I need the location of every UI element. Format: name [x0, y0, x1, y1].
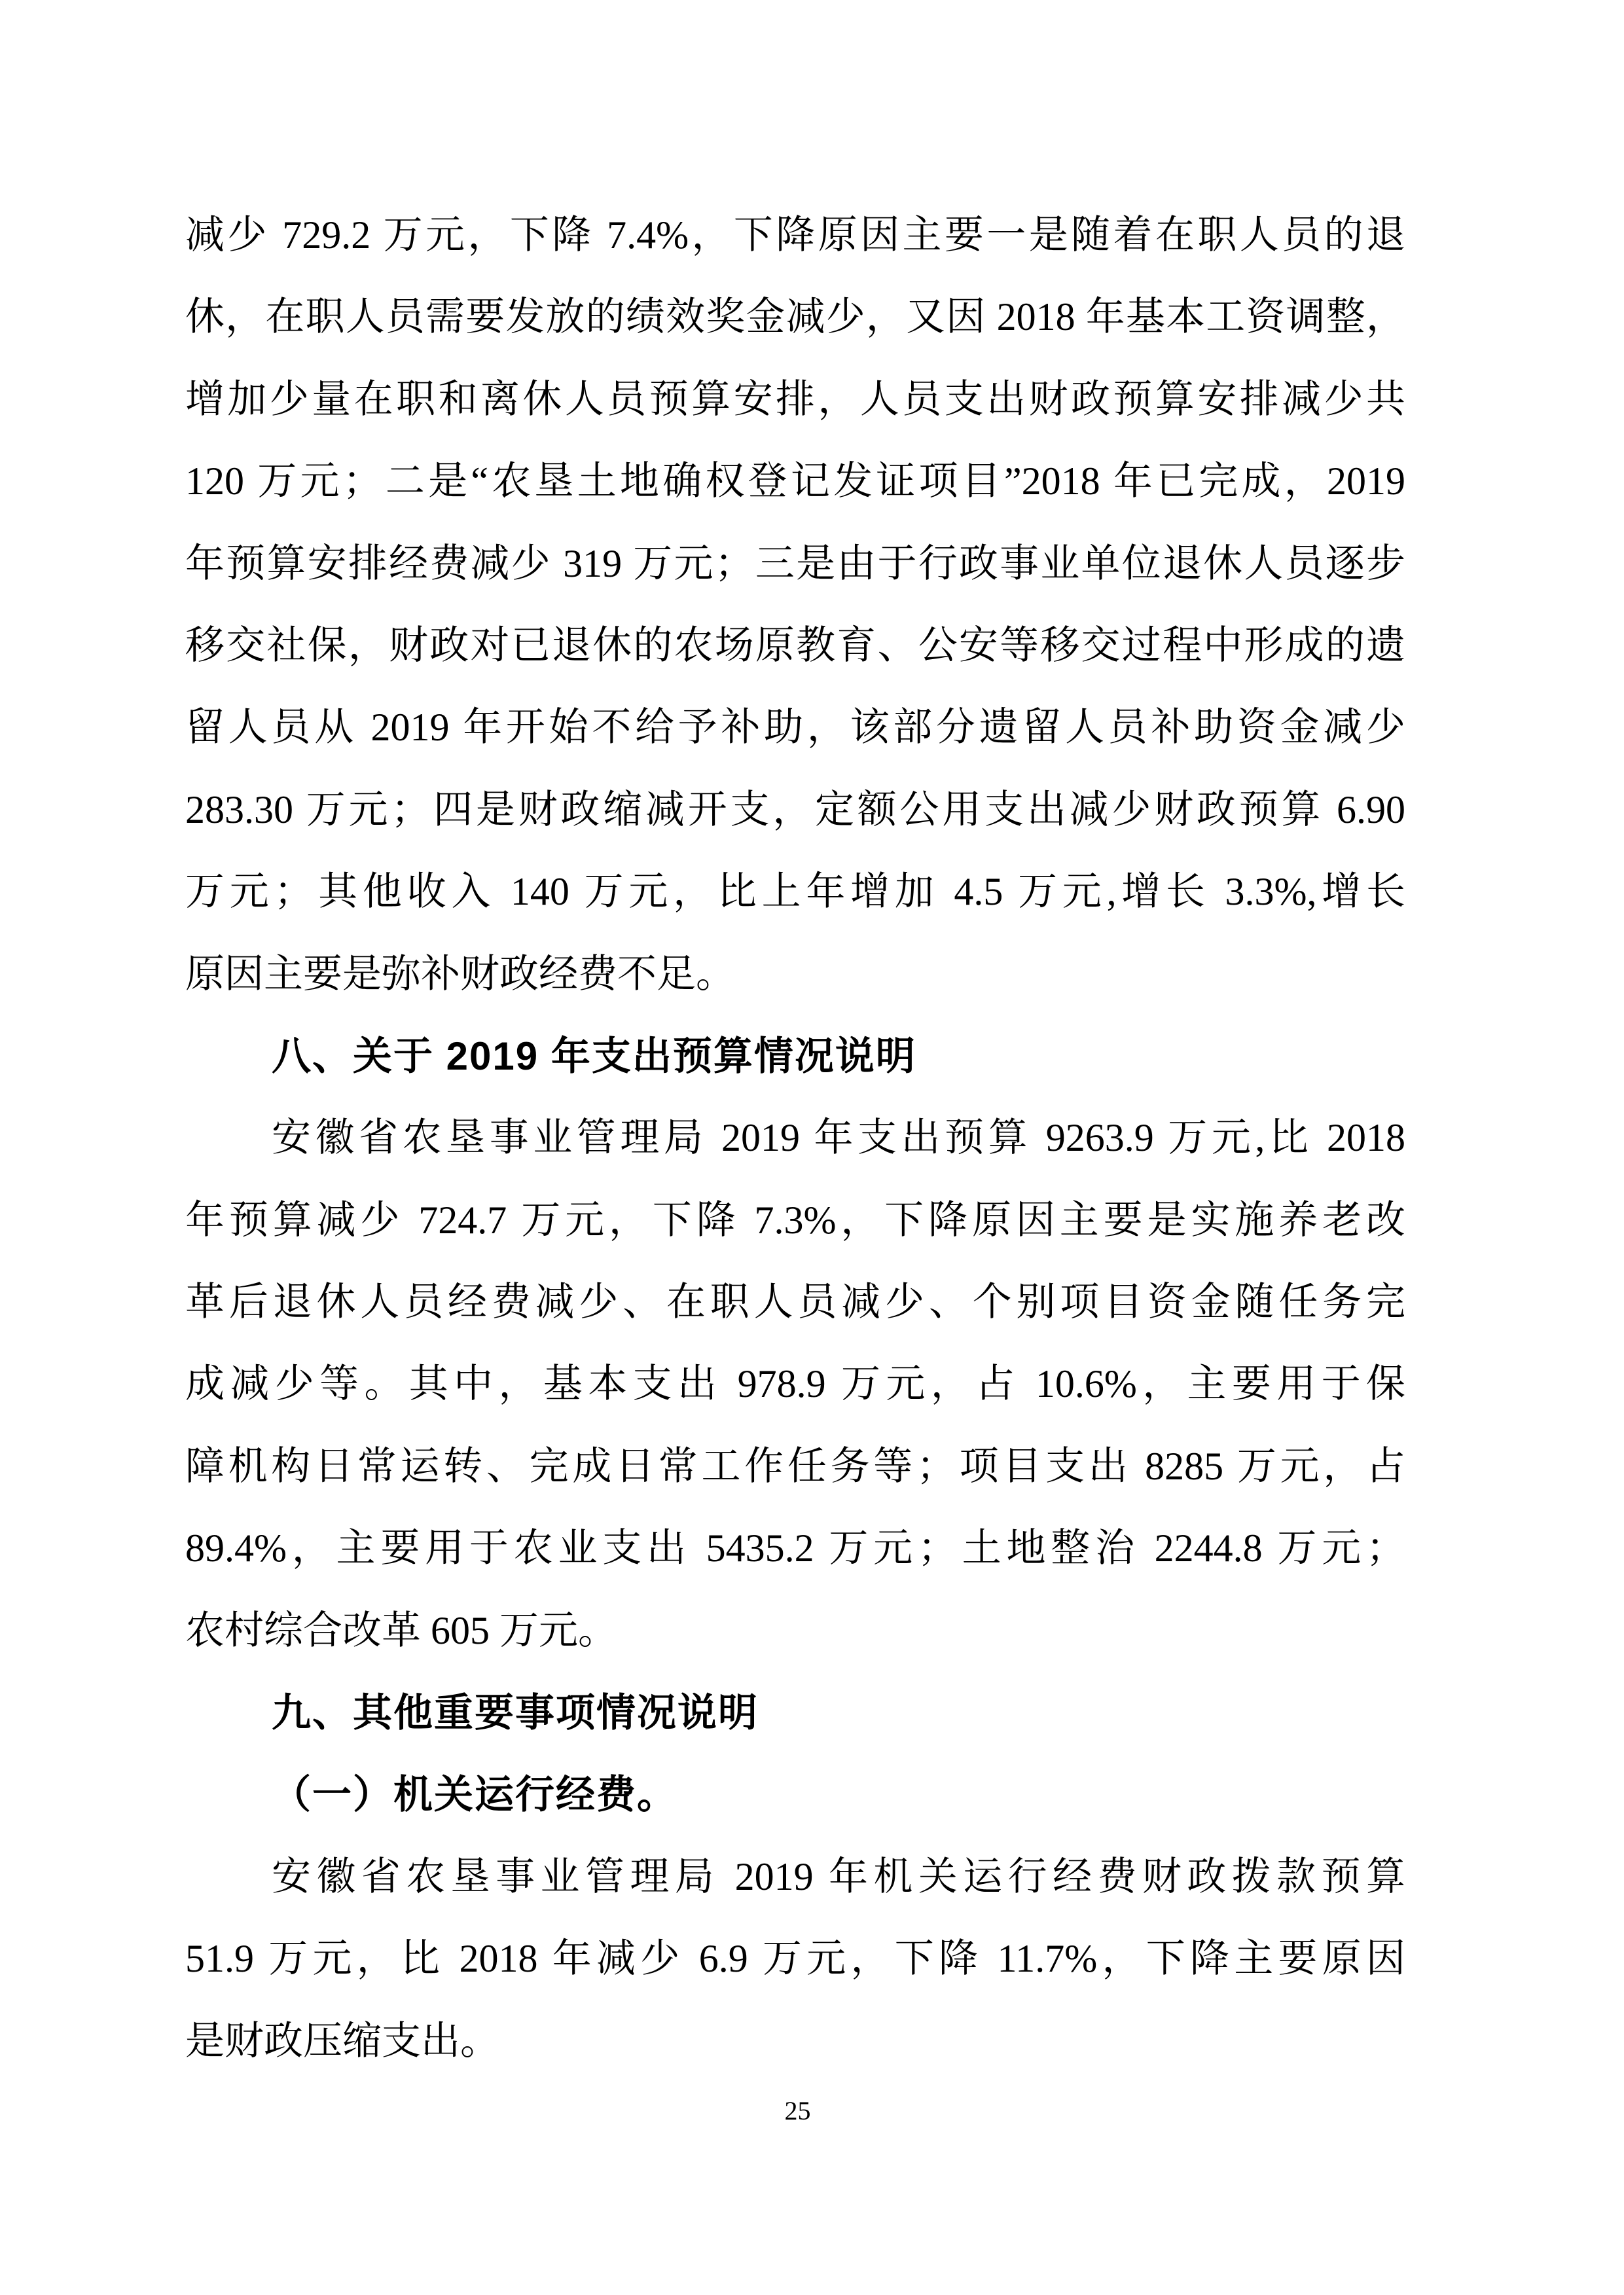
- text-line: 减少 729.2 万元，下降 7.4%，下降原因主要一是随着在职人员的退: [185, 213, 1405, 257]
- section-heading: 八、关于 2019 年支出预算情况说明: [272, 1034, 916, 1078]
- text-line: 283.30 万元；四是财政缩减开支，定额公用支出减少财政预算 6.90: [185, 787, 1405, 831]
- text-line: 增加少量在职和离休人员预算安排，人员支出财政预算安排减少共: [185, 377, 1405, 421]
- text-line: 障机构日常运转、完成日常工作任务等；项目支出 8285 万元，占: [185, 1444, 1405, 1488]
- section-heading: 九、其他重要事项情况说明: [272, 1691, 759, 1735]
- text-line: 移交社保，财政对已退休的农场原教育、公安等移交过程中形成的遗: [185, 623, 1405, 667]
- text-line: 成减少等。其中，基本支出 978.9 万元，占 10.6%，主要用于保: [185, 1362, 1405, 1406]
- text-line: 留人员从 2019 年开始不给予补助，该部分遗留人员补助资金减少: [185, 706, 1405, 750]
- document-text-block: [185, 194, 1405, 2082]
- page-number: 25: [784, 2096, 811, 2125]
- text-line: 是财政压缩支出。: [185, 2019, 499, 2063]
- text-line: 89.4%，主要用于农业支出 5435.2 万元；土地整治 2244.8 万元；: [185, 1527, 1405, 1570]
- subsection-heading: （一）机关运行经费。: [272, 1773, 677, 1817]
- text-line: 51.9 万元，比 2018 年减少 6.9 万元，下降 11.7%，下降主要原因: [185, 1937, 1405, 1981]
- text-line: 原因主要是弥补财政经费不足。: [185, 952, 735, 996]
- text-line: 万元；其他收入 140 万元，比上年增加 4.5 万元,增长 3.3%,增长: [185, 870, 1405, 914]
- text-line: 农村综合改革 605 万元。: [185, 1608, 617, 1652]
- text-line: 革后退休人员经费减少、在职人员减少、个别项目资金随任务完: [185, 1280, 1405, 1324]
- text-line: 年预算减少 724.7 万元，下降 7.3%，下降原因主要是实施养老改: [185, 1198, 1405, 1242]
- text-line: 安徽省农垦事业管理局 2019 年机关运行经费财政拨款预算: [272, 1854, 1405, 1898]
- text-line: 120 万元；二是“农垦土地确权登记发证项目”2018 年已完成，2019: [185, 460, 1405, 503]
- text-line: 年预算安排经费减少 319 万元；三是由于行政事业单位退休人员逐步: [185, 541, 1405, 585]
- text-line: 安徽省农垦事业管理局 2019 年支出预算 9263.9 万元,比 2018: [272, 1116, 1405, 1160]
- text-line: 休，在职人员需要发放的绩效奖金减少，又因 2018 年基本工资调整，: [185, 295, 1405, 339]
